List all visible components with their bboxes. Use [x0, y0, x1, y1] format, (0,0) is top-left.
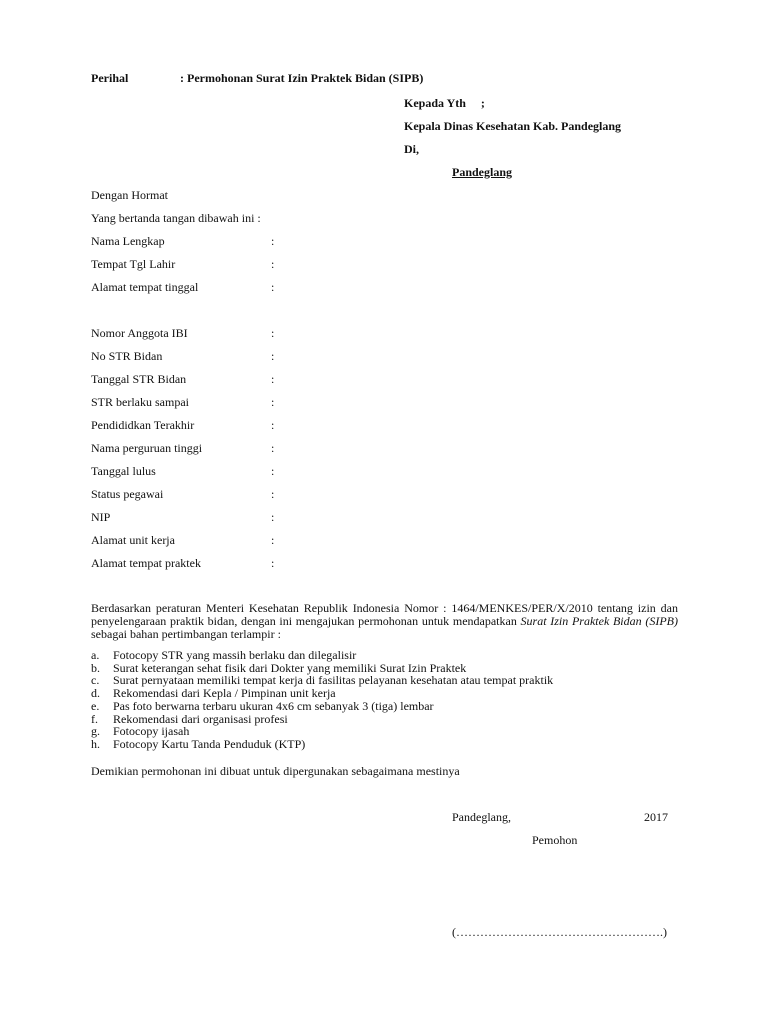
field-separator: :: [271, 257, 275, 271]
field-label: Status pegawai: [91, 487, 164, 501]
field-label: Nama Lengkap: [91, 234, 165, 248]
list-text: Fotocopy STR yang massih berlaku dan dilegalisir: [113, 648, 357, 662]
field-separator: :: [271, 372, 275, 386]
field-row: [91, 441, 274, 456]
closing-text: Demikian permohonan ini dibuat untuk dipergunakan sebagaimana mestinya: [91, 764, 460, 778]
recipient: Kepala Dinas Kesehatan Kab. Pandeglang: [404, 119, 622, 133]
field-separator: :: [271, 487, 275, 501]
field-row: [91, 349, 274, 364]
list-marker: g.: [91, 724, 100, 739]
signer-role: Pemohon: [532, 833, 578, 847]
field-row: [91, 510, 274, 525]
field-label: Alamat tempat tinggal: [91, 280, 199, 294]
salutation: Dengan Hormat: [91, 188, 168, 202]
list-text: Pas foto berwarna terbaru ukuran 4x6 cm sebanyak 3 (tiga) lembar: [113, 698, 434, 713]
signature-place: Pandeglang,: [452, 810, 511, 824]
list-marker: a.: [91, 648, 100, 662]
field-row: [91, 234, 274, 249]
field-separator: :: [271, 556, 275, 570]
list-marker: b.: [91, 660, 100, 675]
field-separator: :: [271, 326, 275, 340]
body-text-part1: Berdasarkan peraturan Menteri Kesehatan Republik Indonesia Nomor : 1464/MENKES/PER/X/2010 tentang izin dan penyelengaraan praktik bidan, dengan ini mengajukan permohonan untuk mendapatkan: [91, 601, 678, 628]
list-text: Rekomendasi dari organisasi profesi: [113, 711, 288, 726]
field-label: Nama perguruan tinggi: [91, 441, 203, 455]
field-separator: :: [271, 533, 275, 547]
field-row: [91, 395, 274, 410]
attachment-list: [91, 648, 554, 751]
field-label: No STR Bidan: [91, 349, 163, 363]
list-marker: c.: [91, 673, 100, 688]
field-label: Tanggal STR Bidan: [91, 372, 187, 386]
list-marker: f.: [91, 711, 98, 726]
perihal-label: Perihal: [91, 71, 129, 85]
field-separator: :: [271, 234, 275, 248]
list-marker: h.: [91, 736, 100, 751]
list-text: Fotocopy Kartu Tanda Penduduk (KTP): [113, 736, 306, 751]
field-label: NIP: [91, 510, 111, 524]
body-paragraph: [91, 602, 678, 641]
list-marker: e.: [91, 698, 100, 713]
field-label: Tempat Tgl Lahir: [91, 257, 176, 271]
di-label: Di,: [404, 142, 419, 156]
field-separator: :: [271, 349, 275, 363]
signature-line: (…………………………………………….): [452, 925, 667, 939]
field-separator: :: [271, 395, 275, 409]
body-text-part2: sebagai bahan pertimbangan terlampir :: [91, 627, 281, 641]
field-row: [91, 257, 274, 272]
field-row: [91, 533, 274, 548]
field-label: Alamat unit kerja: [91, 533, 175, 547]
body-text-italic: Surat Izin Praktek Bidan (SIPB): [520, 614, 678, 628]
list-text: Rekomendasi dari Kepla / Pimpinan unit kerja: [113, 686, 336, 701]
field-row: [91, 418, 274, 433]
list-text: Fotocopy ijasah: [113, 724, 190, 739]
signature-year: 2017: [644, 810, 668, 824]
recipient-city: Pandeglang: [452, 165, 513, 179]
field-row: [91, 280, 274, 295]
kepada-yth: Kepada Yth ;: [404, 96, 485, 110]
field-label: Pendididkan Terakhir: [91, 418, 195, 432]
field-row: [91, 326, 274, 341]
perihal-value: : Permohonan Surat Izin Praktek Bidan (SIPB): [180, 71, 424, 85]
field-label: Tanggal lulus: [91, 464, 156, 478]
field-label: Alamat tempat praktek: [91, 556, 201, 570]
field-row: [91, 487, 274, 502]
list-marker: d.: [91, 686, 100, 701]
list-text: Surat keterangan sehat fisik dari Dokter yang memiliki Surat Izin Praktek: [113, 660, 467, 675]
intro-line: Yang bertanda tangan dibawah ini :: [91, 211, 261, 225]
field-separator: :: [271, 464, 275, 478]
list-text: Surat pernyataan memiliki tempat kerja di fasilitas pelayanan kesehatan atau tempat praktik: [113, 673, 554, 688]
field-label: STR berlaku sampai: [91, 395, 189, 409]
field-row: [91, 372, 274, 387]
field-separator: :: [271, 441, 275, 455]
field-row: [91, 464, 274, 479]
field-row: [91, 556, 274, 571]
list-item: [91, 736, 553, 751]
field-label: Nomor Anggota IBI: [91, 326, 188, 340]
field-separator: :: [271, 510, 275, 524]
field-separator: :: [271, 280, 275, 294]
field-separator: :: [271, 418, 275, 432]
